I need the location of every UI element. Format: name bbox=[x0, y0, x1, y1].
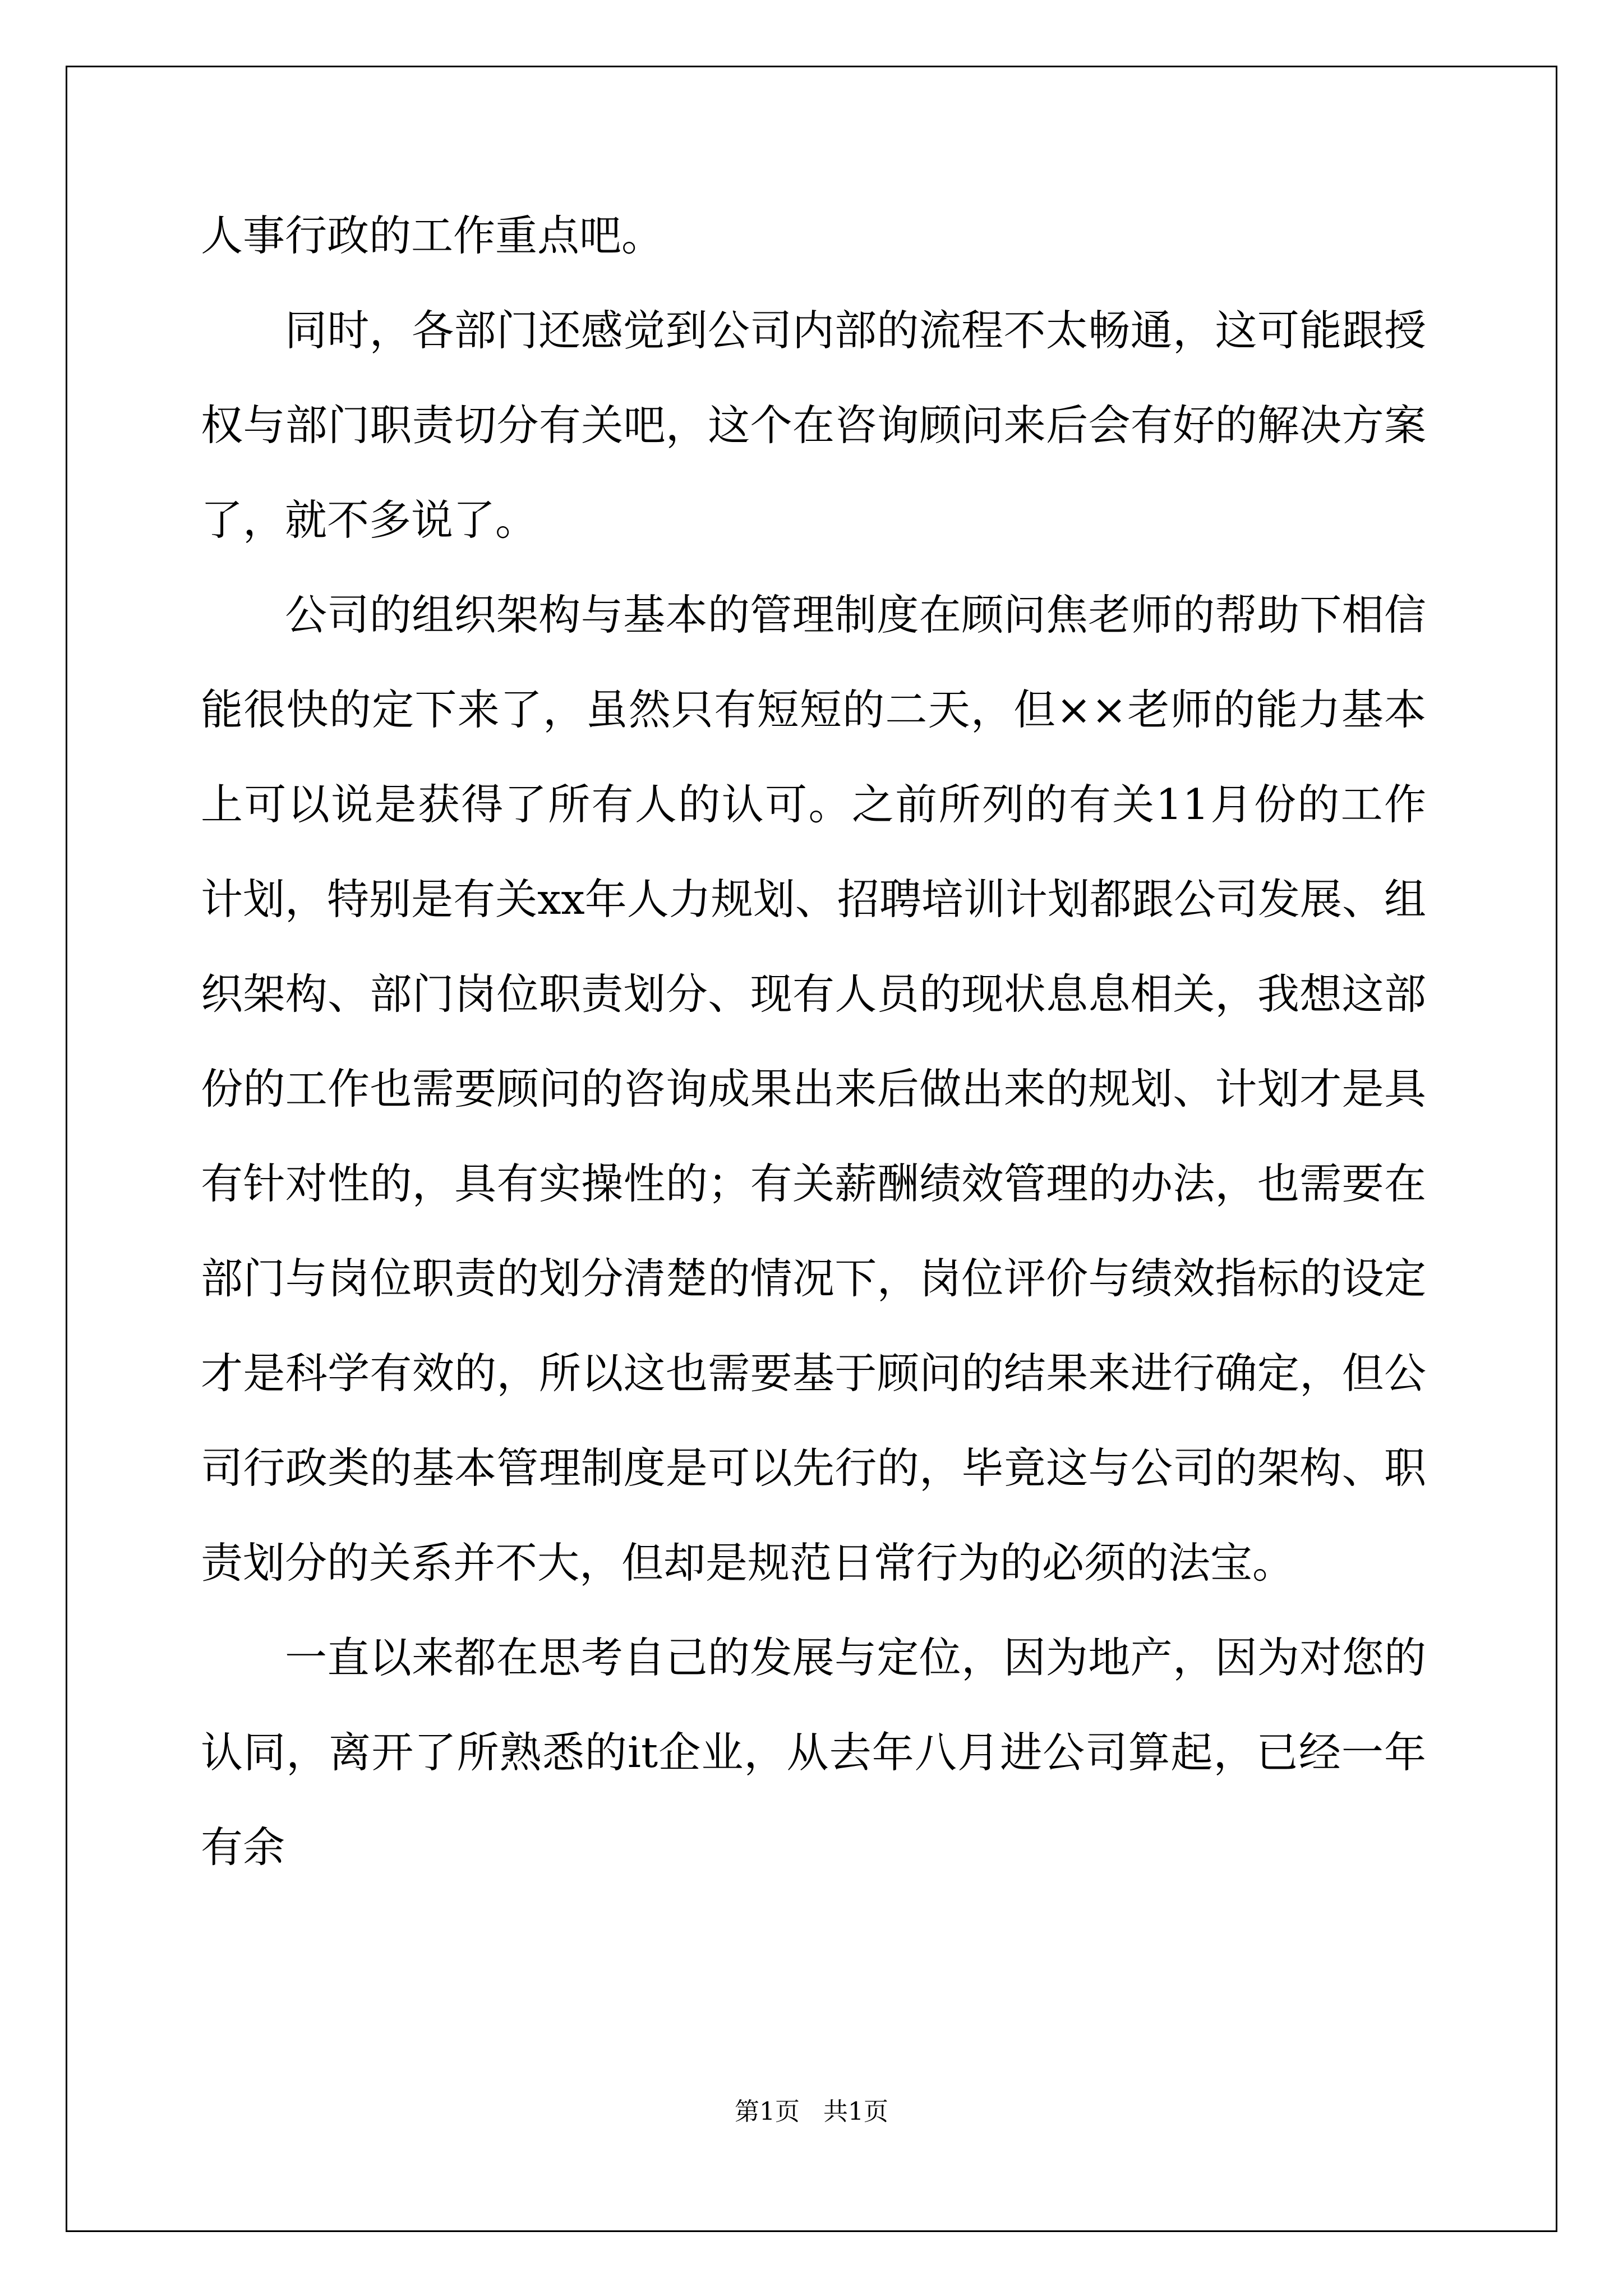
paragraph-4: 一直以来都在思考自己的发展与定位，因为地产，因为对您的认同，离开了所熟悉的it企业，从去年八月进公司算起，已经一年有余 bbox=[201, 1633, 1426, 1872]
paragraph-2: 同时，各部门还感觉到公司内部的流程不太畅通，这可能跟授权与部门职责切分有关吧，这个在咨询顾问来后会有好的解决方案了，就不多说了。 bbox=[201, 306, 1426, 545]
paragraph-1: 人事行政的工作重点吧。 bbox=[201, 211, 664, 260]
paragraph-3: 公司的组织架构与基本的管理制度在顾问焦老师的帮助下相信能很快的定下来了，虽然只有短短的二天，但××老师的能力基本上可以说是获得了所有人的认可。之前所列的有关11月份的工作计划，特别是有关xx年人力规划、招聘培训计划都跟公司发展、组织架构、部门岗位职责划分、现有人员的现状息息相关，我想这部份的工作也需要顾问的咨询成果出来后做出来的规划、计划才是具有针对性的，具有实操性的；有关薪酬绩效管理的办法，也需要在部门与岗位职责的划分清楚的情况下，岗位评价与绩效指标的设定才是科学有效的，所以这也需要基于顾问的结果来进行确定，但公司行政类的基本管理制度是可以先行的，毕竟这与公司的架构、职责划分的关系并不大，但却是规范日常行为的必须的法宝。 bbox=[201, 590, 1426, 1588]
document-body bbox=[201, 188, 1426, 1895]
page-number-footer: 第1页 共1页 bbox=[735, 2097, 888, 2126]
